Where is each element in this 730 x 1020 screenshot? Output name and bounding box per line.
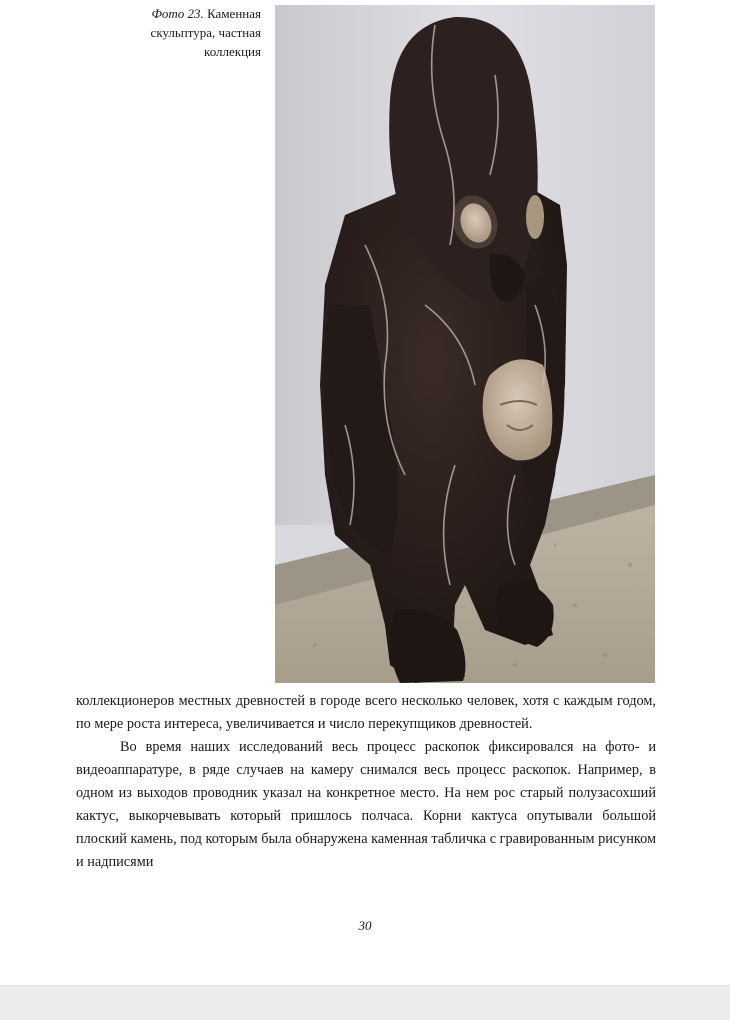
- photo-caption: [100, 4, 261, 61]
- sculpture-illustration: [275, 5, 655, 683]
- paragraph-continuation: коллекционеров местных древностей в городе всего несколько человек, хотя с каждым годом, по мере роста интереса, увеличивается и число перекупщиков древностей.: [76, 693, 656, 732]
- page-number: 30: [358, 918, 372, 933]
- body-text: [76, 690, 656, 874]
- caption-label: Фото 23.: [151, 6, 204, 21]
- paragraph-excavation: Во время наших исследований весь процесс раскопок фиксировался на фото- и видеоаппаратуре, в ряде случаев на камеру снимался весь процесс раскопок. Например, в одном из выходов проводник указал на конкретное место. На нем рос старый полузасохший кактус, выкорчевывать который пришлось полчаса. Корни кактуса опутывали большой плоский камень, под которым была обнаружена каменная табличка с гравированным рисунком и надписями: [76, 739, 657, 870]
- viewer-bottom-bar: [0, 985, 730, 1020]
- stone-sculpture-photo: [275, 5, 655, 683]
- caption-text: Каменная скульптура, частная коллекция: [150, 6, 261, 59]
